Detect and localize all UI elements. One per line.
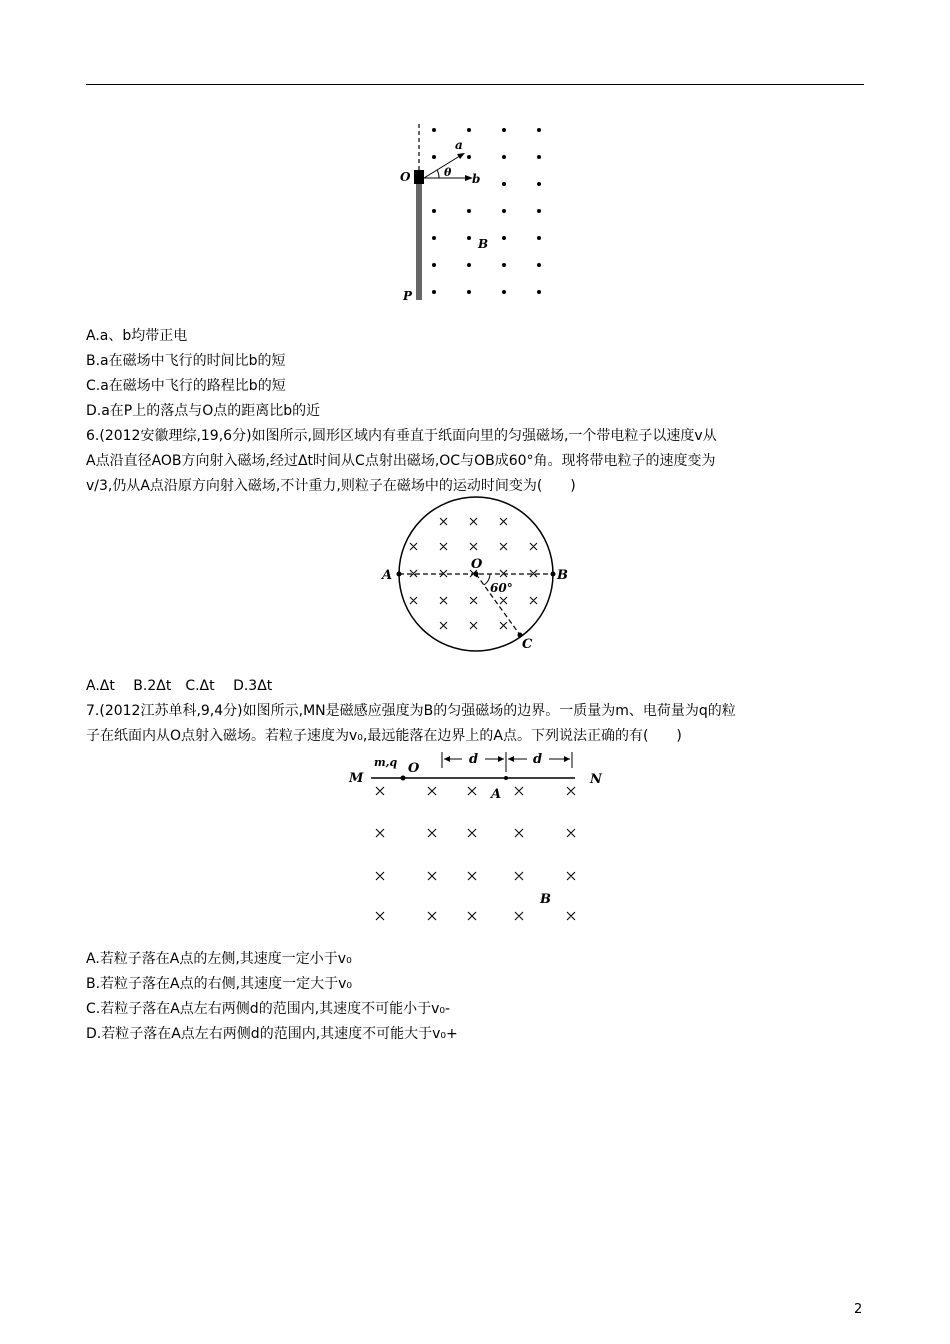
fig2-label-c: C (522, 637, 533, 652)
q6-stem-line-2: A点沿直径AOB方向射入磁场,经过Δt时间从C点射出磁场,OC与OB成60°角。现将带电粒子的速度变为 (86, 453, 716, 469)
fig1-label-field: B (478, 237, 489, 251)
q5-option-d: D.a在P上的落点与O点的距离比b的近 (86, 403, 321, 419)
q5-option-c: C.a在磁场中飞行的路程比b的短 (86, 378, 286, 394)
q7-stem-line-2: 子在纸面内从O点射入磁场。若粒子速度为v₀,最远能落在边界上的A点。下列说法正确的有( ) (86, 728, 682, 744)
fig3-label-d-left: d (469, 752, 479, 767)
q7-option-a: A.若粒子落在A点的左侧,其速度一定小于v₀ (86, 951, 352, 967)
fig3-label-a: A (491, 787, 502, 802)
q7-option-d: D.若粒子落在A点左右两侧d的范围内,其速度不可能大于v₀+ (86, 1026, 458, 1042)
q5-option-b: B.a在磁场中飞行的时间比b的短 (86, 353, 286, 369)
q7-option-b: B.若粒子落在A点的右侧,其速度一定大于v₀ (86, 976, 352, 992)
fig1-label-theta: θ (444, 166, 452, 179)
page-number: 2 (854, 1302, 863, 1317)
figure-boundary-field (345, 748, 610, 930)
fig1-label-a: a (455, 138, 463, 152)
q6-stem-line-3: v/3,仍从A点沿原方向射入磁场,不计重力,则粒子在磁场中的运动时间变为( ) (86, 478, 576, 494)
fig2-label-angle: 60° (490, 581, 513, 595)
fig3-label-d-right: d (533, 752, 543, 767)
fig3-label-o: O (408, 761, 420, 776)
fig1-label-o: O (400, 170, 411, 184)
fig2-label-a: A (382, 568, 393, 583)
q7-stem-line-1: 7.(2012江苏单科,9,4分)如图所示,MN是磁感应强度为B的匀强磁场的边界。一质量为m、电荷量为q的粒 (86, 703, 736, 719)
q7-option-c: C.若粒子落在A点左右两侧d的范围内,其速度不可能小于v₀- (86, 1001, 451, 1017)
q6-stem-line-1: 6.(2012安徽理综,19,6分)如图所示,圆形区域内有垂直于纸面向里的匀强磁场,一个带电粒子以速度v从 (86, 428, 717, 444)
fig3-label-mq: m,q (374, 756, 398, 769)
q6-options: A.Δt B.2Δt C.Δt D.3Δt (86, 678, 273, 694)
q5-option-a: A.a、b均带正电 (86, 328, 188, 344)
fig3-label-m: M (349, 771, 364, 786)
fig2-label-b: B (557, 568, 568, 583)
fig1-label-b: b (472, 172, 481, 186)
figure-plate-field (395, 118, 555, 308)
fig3-label-b: B (540, 892, 551, 907)
fig3-label-n: N (590, 772, 602, 787)
fig1-label-p: P (403, 289, 413, 303)
figure-circular-field (378, 496, 574, 654)
header-rule (86, 84, 864, 85)
fig2-label-o: O (471, 557, 483, 572)
